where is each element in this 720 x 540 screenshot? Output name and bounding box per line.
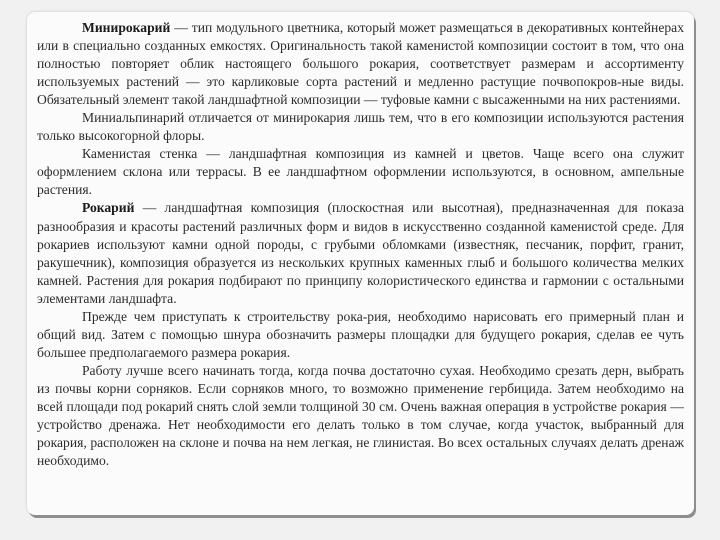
document-body [37,19,684,470]
paragraph-text: Каменистая стенка — ландшафтная композиция из камней и цветов. Чаще всего она служит оформлением склона или террасы. В ее ландшафтном оформлении используются, в основном, ампельные растения. [37,146,684,198]
paragraph-minialpinariy [37,109,684,145]
paragraph-text: Миниальпинарий отличается от минирокария лишь тем, что в его композиции используются растения только высокогорной флоры. [37,110,684,144]
paragraph-text: Работу лучше всего начинать тогда, когда почва достаточно сухая. Необходимо срезать дерн, выбрать из почвы корни сорняков. Если сорняков много, то возможно применение гербицида. Затем необходимо на всей площади под рокарий снять слой земли толщиной 30 см. Очень важная операция в устройстве рокария — устройство дренажа. Нет необходимости его делать только в том случае, когда участок, выбранный для рокария, расположен на склоне и почва на нем легкая, не глинистая. Во всех остальных случаях делать дренаж необходимо. [37,362,684,469]
paragraph-minirokariy [37,19,684,109]
paragraph-rokariy [37,199,684,307]
paragraph-text: — ландшафтная композиция (плоскостная или высотная), предназначенная для показа разнообразия и красоты растений различных форм и видов в искусственно созданной каменистой среде. Для рокариев используют камни одной породы, с грубыми обломками (известняк, песчаник, порфит, гранит, ракушечник), композиция образуется из нескольких крупных каменных глыб и большого количества мелких камней. Растения для рокария подбирают по принципу колористического единства и гармонии с остальными элементами ландшафта. [37,200,684,306]
term-minirokariy: Минирокарий [82,20,171,35]
paragraph-drainage [37,362,684,470]
term-rokariy: Рокарий [82,200,135,216]
paragraph-text: — тип модульного цветника, который может размещаться в декоративных контейнерах или в специально созданных емкостях. Оригинальность такой каменистой композиции состоит в том, что она полностью повторяет облик настоящего большого рокария, соответствует размерам и ассортименту используемых растений — это карликовые сорта растений и медленно растущие почвопокров-ные виды. Обязательный элемент такой ландшафтной композиции — туфовые камни с высаженными на них растениями. [37,20,684,108]
paragraph-text: Прежде чем приступать к строительству рока-рия, необходимо нарисовать его примерный план и общий вид. Затем с помощью шнура обозначить размеры площадки для будущего рокария, сделав ее чуть большее предполагаемого размера рокария. [37,308,684,360]
paragraph-planning [37,308,684,362]
paragraph-kamenistaya-stenka [37,145,684,199]
